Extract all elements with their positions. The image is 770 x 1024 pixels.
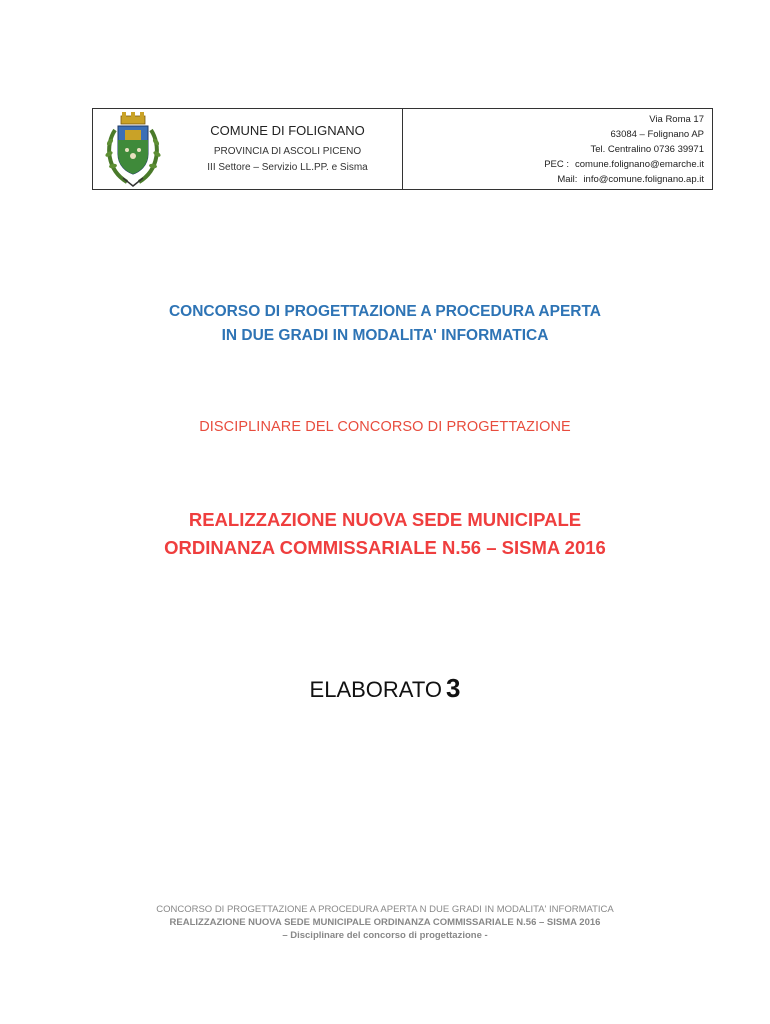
province-name: PROVINCIA DI ASCOLI PICENO <box>213 145 362 157</box>
page-footer <box>0 903 770 942</box>
footer-line-2: REALIZZAZIONE NUOVA SEDE MUNICIPALE ORDINANZA COMMISSARIALE N.56 – SISMA 2016 <box>169 917 601 928</box>
document-subtitle: DISCIPLINARE DEL CONCORSO DI PROGETTAZIONE <box>199 419 571 435</box>
contact-block <box>403 109 712 189</box>
cap-city-line: 63084 – Folignano AP <box>610 128 704 140</box>
elaborato-heading <box>0 673 770 704</box>
municipality-block <box>173 109 403 189</box>
footer-line-3: – Disciplinare del concorso di progettazione - <box>282 930 488 941</box>
elaborato-label: ELABORATO <box>309 677 442 702</box>
document-title-line-1: CONCORSO DI PROGETTAZIONE A PROCEDURA APERTA <box>168 303 601 320</box>
mail-label: Mail: <box>557 173 578 185</box>
sector-name: III Settore – Servizio LL.PP. e Sisma <box>207 161 368 173</box>
phone-line: Tel. Centralino 0736 39971 <box>590 143 704 155</box>
elaborato-number: 3 <box>445 673 461 703</box>
address-line: Via Roma 17 <box>649 113 704 125</box>
project-title-line-1: REALIZZAZIONE NUOVA SEDE MUNICIPALE <box>188 509 582 530</box>
coat-of-arms-icon <box>93 109 173 189</box>
pec-address: comune.folignano@emarche.it <box>575 158 704 170</box>
municipality-name: COMUNE DI FOLIGNANO <box>210 122 365 138</box>
footer-line-1: CONCORSO DI PROGETTAZIONE A PROCEDURA APERTA N DUE GRADI IN MODALITA' INFORMATICA <box>156 904 614 915</box>
mail-line <box>557 172 704 187</box>
project-title-line-2: ORDINANZA COMMISSARIALE N.56 – SISMA 2016 <box>164 537 606 558</box>
mail-address: info@comune.folignano.ap.it <box>583 173 704 185</box>
pec-label: PEC : <box>544 158 569 170</box>
document-title <box>0 300 770 348</box>
letterhead <box>92 108 713 190</box>
project-title <box>0 506 770 562</box>
document-title-line-2: IN DUE GRADI IN MODALITA' INFORMATICA <box>221 327 549 344</box>
pec-line <box>544 157 704 172</box>
